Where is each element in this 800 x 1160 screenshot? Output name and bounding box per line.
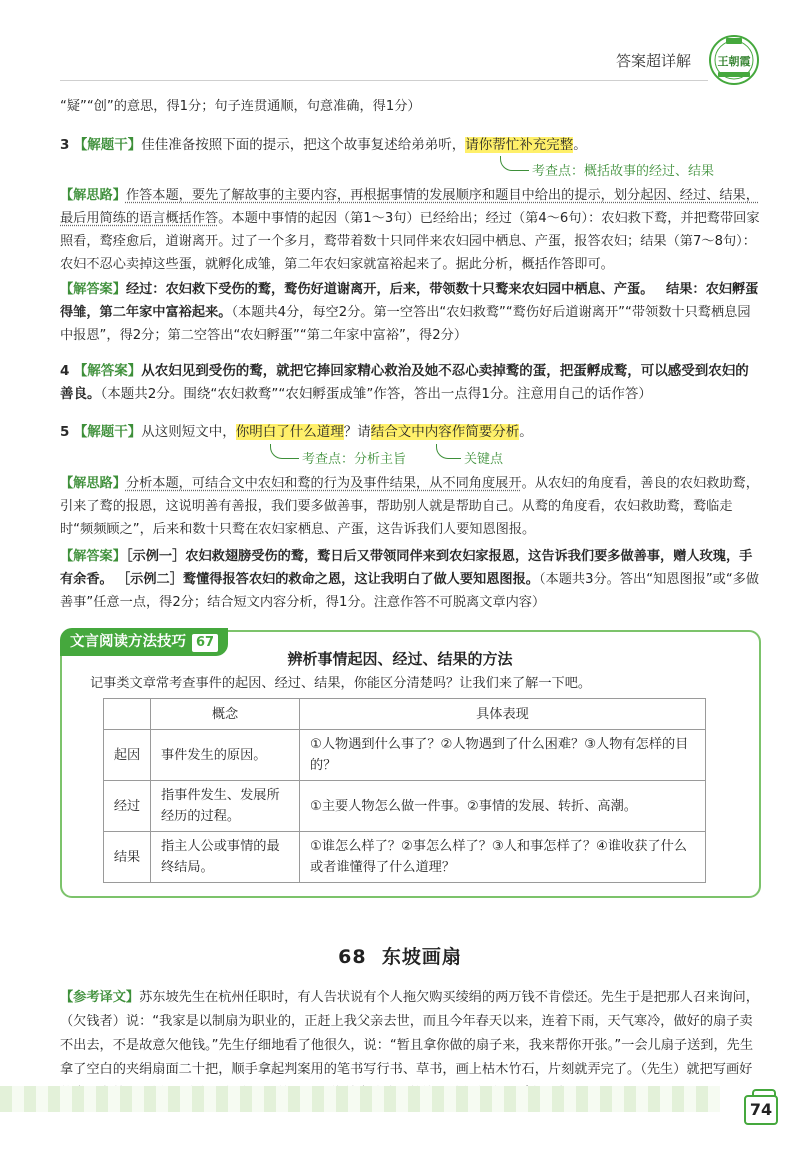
highlight: 请你帮忙补充完整 xyxy=(465,137,574,153)
method-intro: 记事类文章常考查事件的起因、经过、结果，你能区分清楚吗？让我们来了解一下吧。 xyxy=(90,676,592,691)
svg-text:王朝霞: 王朝霞 xyxy=(717,55,751,68)
examine-note: 考查点：分析主旨 xyxy=(302,452,407,467)
header-title: 答案超详解 xyxy=(616,52,692,70)
row-label: 结果 xyxy=(104,832,151,883)
question-number: 5 xyxy=(60,424,70,440)
table-row xyxy=(104,730,706,781)
row-detail: ①主要人物怎么做一件事。②事情的发展、转折、高潮。 xyxy=(300,781,706,832)
method-table xyxy=(103,698,706,883)
note-arrow xyxy=(500,156,529,171)
table-row xyxy=(104,832,706,883)
row-label: 经过 xyxy=(104,781,151,832)
question-tag: 【解题干】 xyxy=(73,137,142,153)
brand-logo xyxy=(708,34,760,86)
question-5: 5 【解题干】从这则短文中，你明白了什么道理？请结合文中内容作简要分析。 xyxy=(60,424,533,440)
q5-answer: 【解答案】［示例一］农妇救翅膀受伤的鹜，鹜日后又带领同伴来到农妇家报恩，这告诉我们要多做善事，赠人玫瑰，手有余香。 ［示例二］鹜懂得报答农妇的救命之恩，这让我明白了做人要知恩图报。（本题共3分。答出“知恩图报”或“多做善事”任意一点，得2分；结合短文内容分析，得1分。注意作答不可脱离文章内容） xyxy=(60,549,760,610)
examine-note: 考查点：概括故事的经过、结果 xyxy=(532,164,715,179)
q3-answer: 【解答案】经过：农妇救下受伤的鹜，鹜伤好道谢离开，后来，带领数十只鹜来农妇园中栖息、产蛋。 结果：农妇孵蛋得雏，第二年家中富裕起来。（本题共4分，每空2分。第一空答出“农妇救鹜”“鹜伤好后道谢离开”“带领数十只鹜栖息园中报恩”，得2分；第二空答出“农妇孵蛋”“第二年家中富裕”，得2分） xyxy=(60,282,759,343)
method-number: 67 xyxy=(192,634,218,652)
q3-analysis: 【解思路】作答本题，要先了解故事的主要内容，再根据事情的发展顺序和题目中给出的提示，划分起因、经过、结果，最后用简练的语言概括作答。本题中事情的起因（第1～3句）已经给出；经过（第4～6句）：农妇救下鹜，并把鹜带回家照看，鹜痊愈后，道谢离开。过了一个多月，鹜带着数十只同伴来农妇园中栖息、产蛋，报答农妇；结果（第7～8句）：农妇不忍心卖掉这些蛋，就孵化成雏，第二年农妇家就富裕起来了。据此分析，概括作答即可。 xyxy=(60,188,760,272)
reference-translation: 【参考译文】苏东坡先生在杭州任职时，有人告状说有个人拖欠购买绫绢的两万钱不肯偿还。先生于是把那人召来询问，（欠钱者）说：“我家是以制扇为职业的，正赶上我父亲去世，而且今年春天以来，连着下雨，天气寒冷，做好的扇子卖不出去，不是故意欠他钱。”先生仔细地看了他很久，说：“暂且拿你做的扇子来，我来帮你开张。”一会儿扇子送到，先生拿了空白的夹绢扇面二十把，顺手拿起判案用的笔书写行书、草书，画上枯木竹石，片刻就弄完了。（先生）就把写画好 xyxy=(60,990,759,1077)
question-3: 3 【解题干】佳佳准备按照下面的提示，把这个故事复述给弟弟听，请你帮忙补充完整。 xyxy=(60,137,587,153)
table-header: 具体表现 xyxy=(300,699,706,730)
question-4: 4 【解答案】从农妇见到受伤的鹜，就把它捧回家精心救治及她不忍心卖掉鹜的蛋，把蛋孵成鹜，可以感受到农妇的善良。（本题共2分。围绕“农妇救鹜”“农妇孵蛋成雏”作答，答出一点得1分。注意用自己的话作答） xyxy=(60,363,749,402)
row-definition: 事件发生的原因。 xyxy=(151,730,300,781)
section-title: 68 东坡画扇 xyxy=(338,946,462,968)
row-definition: 指主人公或事情的最终结局。 xyxy=(151,832,300,883)
question-number: 3 xyxy=(60,137,70,153)
question-number: 4 xyxy=(60,363,70,379)
method-title: 辨析事情起因、经过、结果的方法 xyxy=(287,650,513,668)
note-arrow xyxy=(270,444,299,459)
row-definition: 指事件发生、发展所经历的过程。 xyxy=(151,781,300,832)
table-header-row xyxy=(104,699,706,730)
table-row xyxy=(104,781,706,832)
page-number: 74 xyxy=(744,1095,778,1125)
prev-answer-tail: “疑”“创”的意思，得1分；句子连贯通顺，句意准确，得1分） xyxy=(60,99,421,114)
row-detail: ①谁怎么样了？②事怎么样了？③人和事怎样了？④谁收获了什么或者谁懂得了什么道理？ xyxy=(300,832,706,883)
footer-stripe xyxy=(0,1086,720,1112)
header-divider xyxy=(60,80,708,81)
method-tag: 文言阅读方法技巧 67 xyxy=(60,628,228,656)
note-arrow xyxy=(436,444,461,459)
row-label: 起因 xyxy=(104,730,151,781)
row-detail: ①人物遇到什么事了？②人物遇到了什么困难？③人物有怎样的目的？ xyxy=(300,730,706,781)
table-header: 概念 xyxy=(151,699,300,730)
q5-analysis: 【解思路】分析本题，可结合文中农妇和鹜的行为及事件结果，从不同角度展开。从农妇的角度看，善良的农妇救助鹜，引来了鹜的报恩，这说明善有善报，我们要多做善事，帮助别人就是帮助自己。从鹜的角度看，农妇救助鹜，鹜临走时“频频顾之”，后来和数十只鹜在农妇家栖息、产蛋，这告诉我们人要知恩图报。 xyxy=(60,476,759,537)
key-note: 关键点 xyxy=(464,452,504,467)
